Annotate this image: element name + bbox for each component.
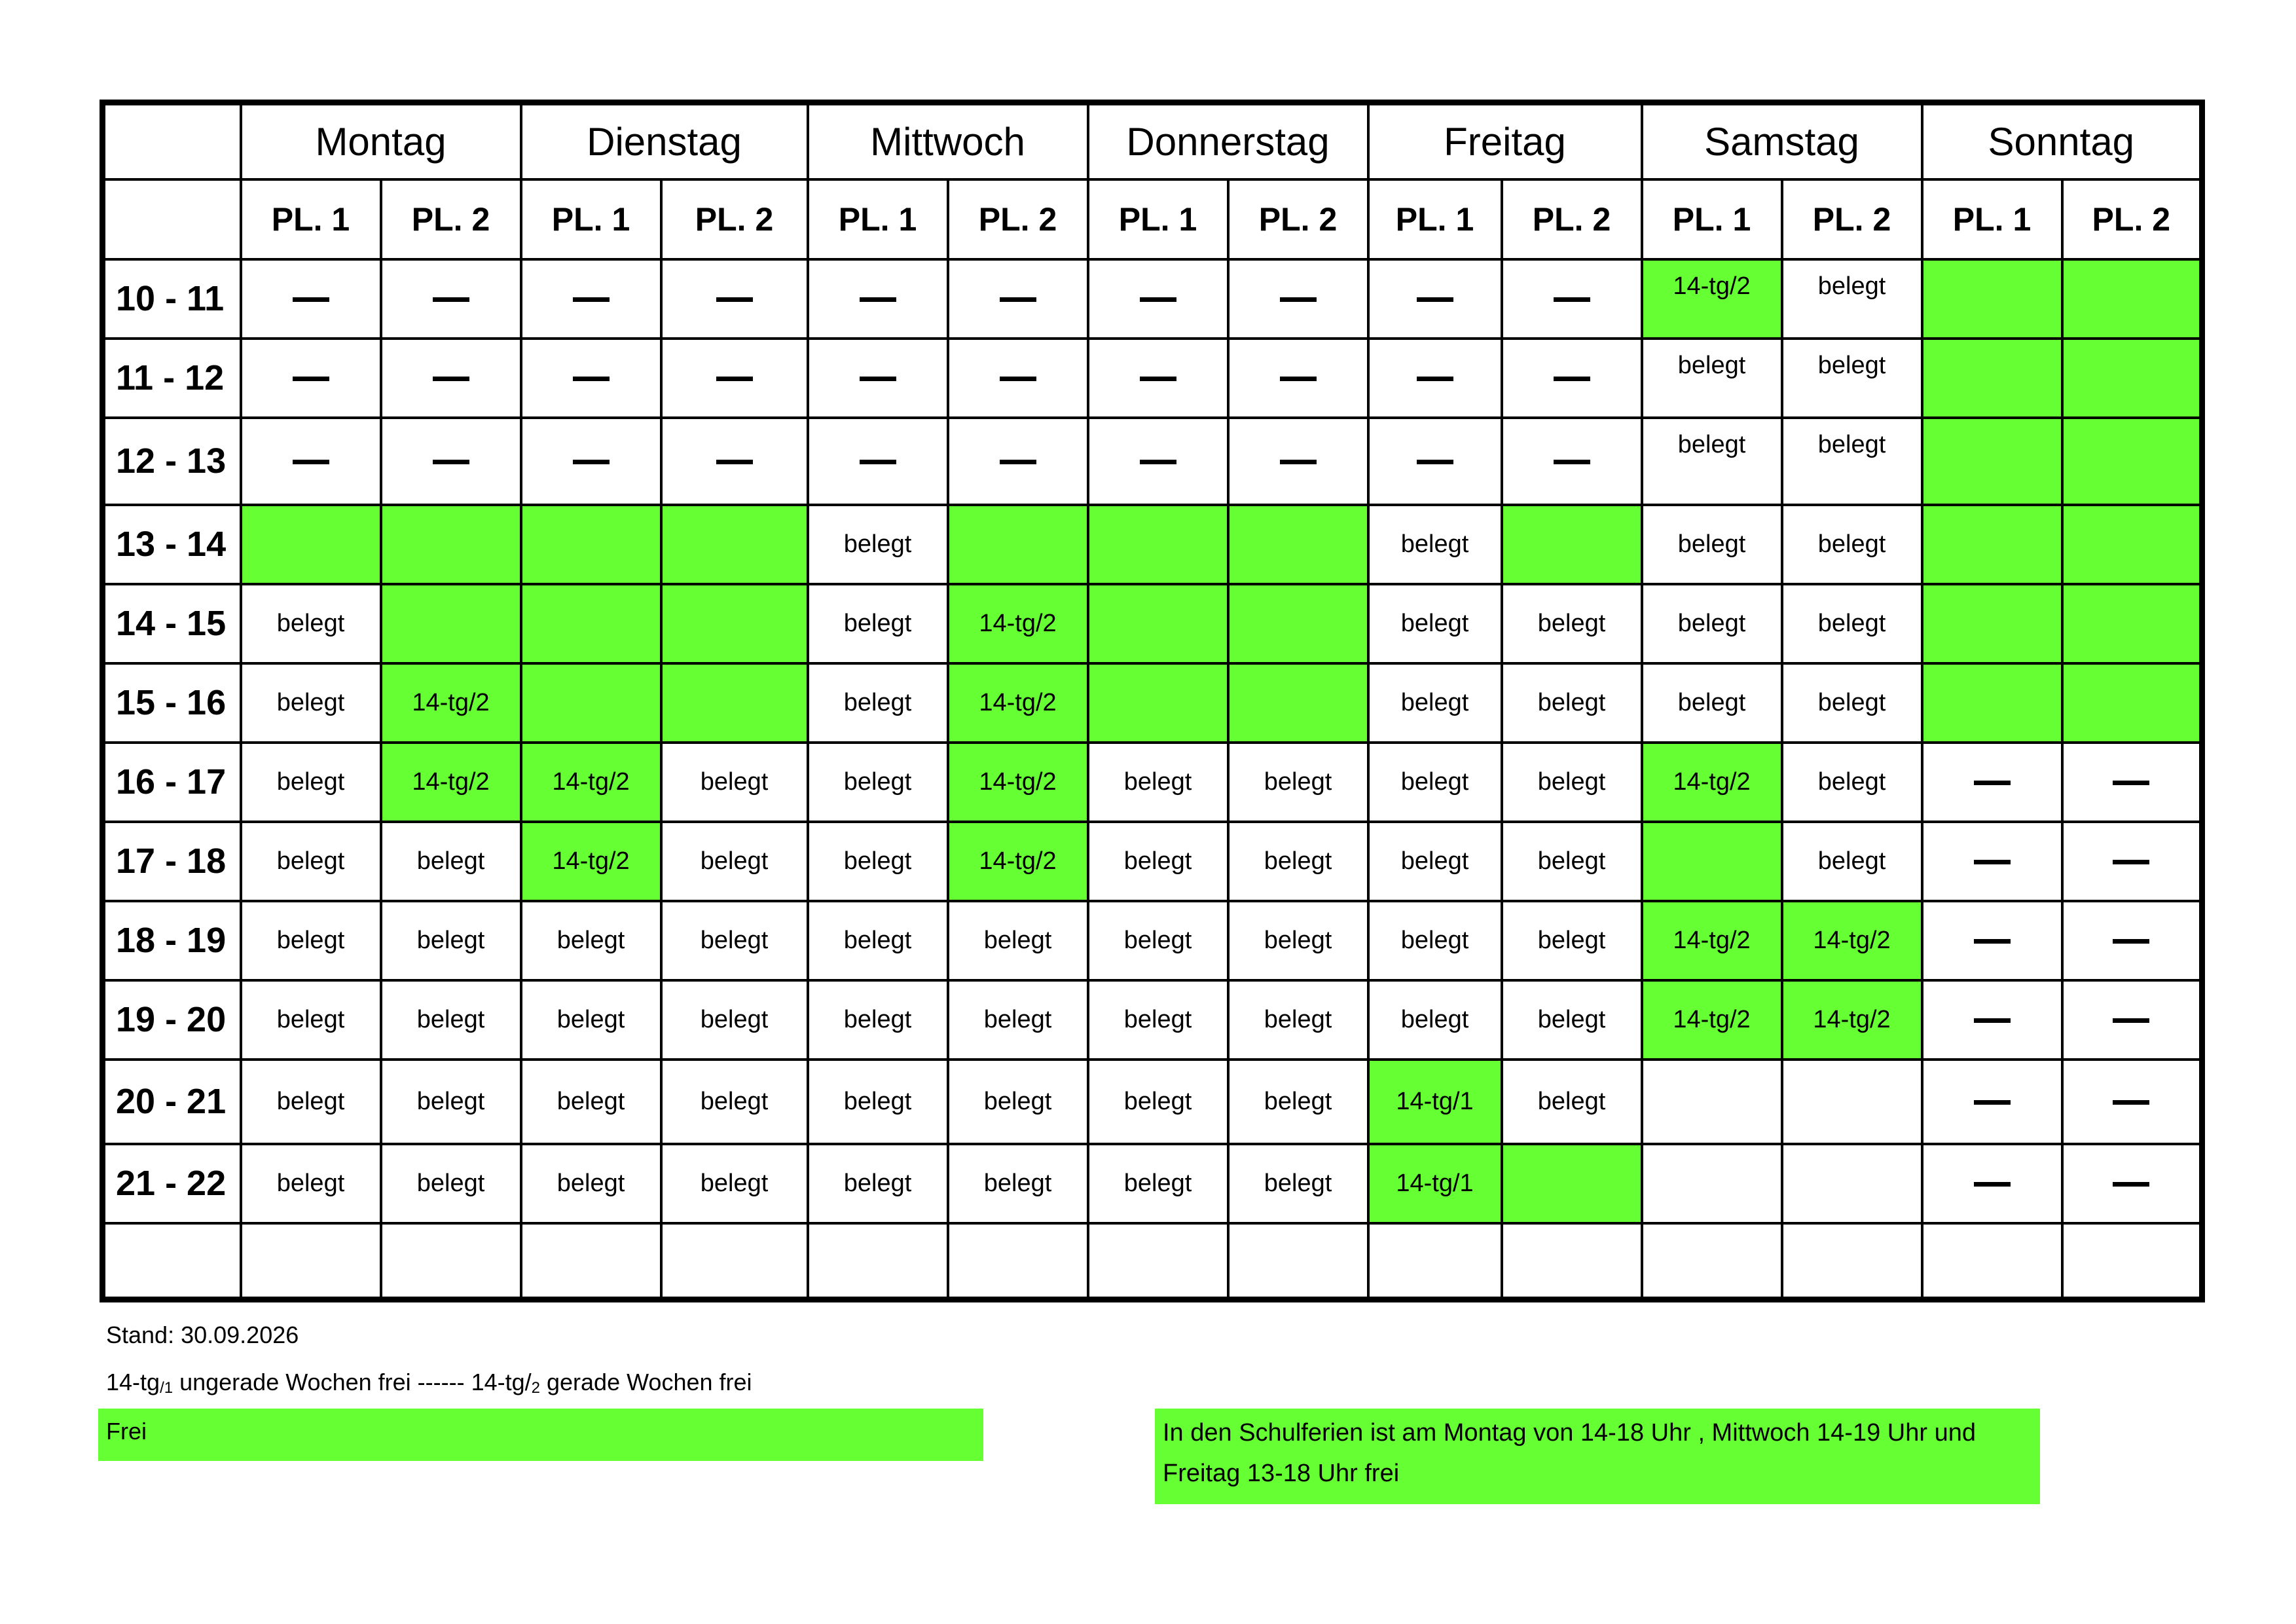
court-header-freitag-2: PL. 2 — [1502, 179, 1642, 259]
court-slot-cell — [2062, 1223, 2202, 1300]
court-slot-cell — [1922, 339, 2062, 418]
court-slot-cell — [1228, 259, 1368, 339]
not-available-dash — [433, 377, 469, 381]
court-header-dienstag-1: PL. 1 — [521, 179, 661, 259]
not-available-dash — [860, 460, 896, 464]
court-slot-cell — [808, 339, 948, 418]
court-header-sonntag-1: PL. 1 — [1922, 179, 2062, 259]
court-slot-cell — [1228, 584, 1368, 663]
court-slot-cell — [2062, 584, 2202, 663]
court-slot-cell: belegt — [521, 1060, 661, 1144]
court-slot-cell: belegt — [1782, 822, 1922, 901]
court-slot-cell: belegt — [808, 1060, 948, 1144]
holidays-note-box — [1155, 1409, 2040, 1504]
court-slot-cell: belegt — [808, 663, 948, 743]
time-slot-row — [103, 743, 2202, 822]
time-slot-row — [103, 1060, 2202, 1144]
court-slot-cell — [1782, 1144, 1922, 1223]
court-slot-cell: belegt — [1228, 1060, 1368, 1144]
court-slot-cell — [948, 505, 1088, 584]
not-available-dash — [860, 377, 896, 381]
not-available-dash — [716, 297, 753, 302]
not-available-dash — [2113, 860, 2149, 864]
court-slot-cell — [521, 259, 661, 339]
not-available-dash — [293, 460, 329, 464]
day-header-friday: Freitag — [1368, 103, 1642, 179]
court-slot-cell: belegt — [1782, 743, 1922, 822]
court-slot-cell — [1922, 980, 2062, 1060]
not-available-dash — [1000, 297, 1036, 302]
court-slot-cell — [1922, 663, 2062, 743]
court-header-montag-2: PL. 2 — [381, 179, 521, 259]
court-slot-cell: belegt — [808, 1144, 948, 1223]
court-slot-cell — [521, 584, 661, 663]
court-slot-cell — [521, 505, 661, 584]
court-slot-cell: belegt — [521, 901, 661, 980]
court-slot-cell: 14-tg/2 — [521, 822, 661, 901]
not-available-dash — [1417, 460, 1453, 464]
court-slot-cell: 14-tg/2 — [948, 822, 1088, 901]
day-header-monday: Montag — [241, 103, 521, 179]
time-label: 20 - 21 — [103, 1060, 241, 1144]
court-slot-cell: belegt — [1642, 505, 1782, 584]
court-slot-cell: belegt — [1782, 663, 1922, 743]
court-slot-cell: 14-tg/2 — [1642, 743, 1782, 822]
court-slot-cell: belegt — [661, 1144, 808, 1223]
court-slot-cell: belegt — [1368, 505, 1502, 584]
time-label: 19 - 20 — [103, 980, 241, 1060]
court-header-montag-1: PL. 1 — [241, 179, 381, 259]
court-slot-cell: belegt — [1782, 584, 1922, 663]
not-available-dash — [1280, 297, 1317, 302]
court-slot-cell: belegt — [661, 901, 808, 980]
court-slot-cell: belegt — [1228, 743, 1368, 822]
court-slot-cell: belegt — [808, 980, 948, 1060]
court-slot-cell — [1368, 339, 1502, 418]
court-slot-cell: 14-tg/2 — [1782, 980, 1922, 1060]
legend-biweekly — [106, 1369, 752, 1397]
day-header-tuesday: Dienstag — [521, 103, 808, 179]
court-slot-cell: belegt — [1782, 418, 1922, 505]
court-header-dienstag-2: PL. 2 — [661, 179, 808, 259]
court-slot-cell — [948, 418, 1088, 505]
court-slot-cell: belegt — [1368, 901, 1502, 980]
not-available-dash — [1554, 377, 1590, 381]
court-slot-cell: belegt — [1088, 1060, 1228, 1144]
court-slot-cell — [1642, 1144, 1782, 1223]
time-slot-row — [103, 901, 2202, 980]
not-available-dash — [1974, 939, 2011, 944]
not-available-dash — [433, 460, 469, 464]
court-slot-cell — [1922, 1144, 2062, 1223]
court-slot-cell — [661, 418, 808, 505]
court-slot-cell — [1502, 418, 1642, 505]
time-slot-row — [103, 339, 2202, 418]
court-slot-cell: belegt — [948, 901, 1088, 980]
court-slot-cell — [1922, 1223, 2062, 1300]
not-available-dash — [573, 377, 610, 381]
court-slot-cell: 14-tg/1 — [1368, 1060, 1502, 1144]
court-slot-cell — [948, 339, 1088, 418]
court-slot-cell: belegt — [1642, 339, 1782, 418]
not-available-dash — [573, 297, 610, 302]
court-slot-cell: belegt — [808, 505, 948, 584]
court-slot-cell — [1088, 418, 1228, 505]
not-available-dash — [1280, 377, 1317, 381]
court-slot-cell — [241, 339, 381, 418]
court-header-donnerstag-2: PL. 2 — [1228, 179, 1368, 259]
court-slot-cell — [1088, 339, 1228, 418]
court-slot-cell — [2062, 663, 2202, 743]
court-header-samstag-2: PL. 2 — [1782, 179, 1922, 259]
court-slot-cell: belegt — [1502, 663, 1642, 743]
time-label — [103, 1223, 241, 1300]
not-available-dash — [293, 297, 329, 302]
court-slot-cell — [808, 418, 948, 505]
court-slot-cell — [521, 1223, 661, 1300]
court-slot-cell — [521, 663, 661, 743]
schedule-body — [103, 259, 2202, 1300]
court-slot-cell — [1502, 1144, 1642, 1223]
court-corner-cell — [103, 179, 241, 259]
court-slot-cell: belegt — [1228, 901, 1368, 980]
court-slot-cell: belegt — [1502, 822, 1642, 901]
court-slot-cell: 14-tg/2 — [381, 743, 521, 822]
court-slot-cell: belegt — [241, 743, 381, 822]
not-available-dash — [1554, 297, 1590, 302]
court-slot-cell: belegt — [241, 1060, 381, 1144]
court-slot-cell — [2062, 901, 2202, 980]
court-header-row — [103, 179, 2202, 259]
court-slot-cell — [1922, 259, 2062, 339]
court-slot-cell — [1782, 1060, 1922, 1144]
court-slot-cell — [661, 663, 808, 743]
court-slot-cell — [1782, 1223, 1922, 1300]
legend-free-box — [98, 1409, 983, 1461]
court-slot-cell: belegt — [1502, 901, 1642, 980]
court-slot-cell: belegt — [1502, 584, 1642, 663]
not-available-dash — [1554, 460, 1590, 464]
court-slot-cell — [1922, 584, 2062, 663]
court-slot-cell — [1228, 1223, 1368, 1300]
court-slot-cell — [1642, 822, 1782, 901]
day-header-row — [103, 103, 2202, 179]
court-slot-cell: belegt — [1368, 584, 1502, 663]
court-slot-cell: belegt — [808, 822, 948, 901]
holidays-note: In den Schulferien ist am Montag von 14-18 Uhr , Mittwoch 14-19 Uhr und Freitag 13-18 Uhr frei — [1163, 1419, 1976, 1487]
not-available-dash — [1974, 781, 2011, 785]
court-slot-cell — [1922, 505, 2062, 584]
day-header-saturday: Samstag — [1642, 103, 1922, 179]
court-slot-cell: belegt — [1502, 743, 1642, 822]
court-slot-cell — [1922, 418, 2062, 505]
court-slot-cell: belegt — [808, 901, 948, 980]
court-slot-cell: belegt — [1228, 822, 1368, 901]
time-label: 15 - 16 — [103, 663, 241, 743]
court-slot-cell — [2062, 339, 2202, 418]
court-slot-cell: belegt — [1642, 584, 1782, 663]
court-slot-cell — [1922, 901, 2062, 980]
court-slot-cell — [381, 339, 521, 418]
court-slot-cell: 14-tg/1 — [1368, 1144, 1502, 1223]
court-slot-cell — [381, 259, 521, 339]
court-slot-cell — [2062, 259, 2202, 339]
court-slot-cell: belegt — [1368, 743, 1502, 822]
court-slot-cell — [1088, 505, 1228, 584]
time-slot-row — [103, 584, 2202, 663]
court-slot-cell: 14-tg/2 — [948, 743, 1088, 822]
court-slot-cell — [2062, 743, 2202, 822]
court-slot-cell: belegt — [1088, 901, 1228, 980]
court-slot-cell: belegt — [1228, 980, 1368, 1060]
court-slot-cell: belegt — [1368, 980, 1502, 1060]
court-slot-cell: belegt — [948, 980, 1088, 1060]
court-slot-cell — [1088, 1223, 1228, 1300]
court-slot-cell — [1088, 259, 1228, 339]
court-slot-cell: belegt — [381, 980, 521, 1060]
court-slot-cell: 14-tg/2 — [1642, 259, 1782, 339]
court-slot-cell — [1368, 1223, 1502, 1300]
court-slot-cell — [661, 259, 808, 339]
court-slot-cell — [521, 339, 661, 418]
court-slot-cell: belegt — [661, 980, 808, 1060]
court-slot-cell — [1502, 339, 1642, 418]
court-slot-cell — [521, 418, 661, 505]
court-slot-cell: belegt — [381, 822, 521, 901]
court-slot-cell — [241, 505, 381, 584]
court-slot-cell — [661, 1223, 808, 1300]
court-slot-cell: belegt — [1088, 1144, 1228, 1223]
court-slot-cell: belegt — [1782, 505, 1922, 584]
court-slot-cell — [1088, 584, 1228, 663]
court-slot-cell — [2062, 418, 2202, 505]
court-slot-cell — [2062, 1060, 2202, 1144]
court-slot-cell — [1228, 663, 1368, 743]
court-slot-cell: belegt — [381, 1060, 521, 1144]
court-slot-cell: belegt — [381, 1144, 521, 1223]
court-slot-cell: belegt — [1782, 339, 1922, 418]
court-slot-cell — [948, 259, 1088, 339]
court-header-sonntag-2: PL. 2 — [2062, 179, 2202, 259]
court-slot-cell: belegt — [241, 584, 381, 663]
court-slot-cell: 14-tg/2 — [1782, 901, 1922, 980]
court-slot-cell: belegt — [948, 1144, 1088, 1223]
not-available-dash — [1140, 297, 1176, 302]
not-available-dash — [2113, 1182, 2149, 1187]
court-slot-cell — [381, 584, 521, 663]
court-slot-cell: belegt — [1088, 822, 1228, 901]
time-label: 21 - 22 — [103, 1144, 241, 1223]
court-slot-cell — [1368, 418, 1502, 505]
legend-text-a: ungerade Wochen frei ------ 14-tg/ — [173, 1369, 532, 1395]
court-slot-cell — [1502, 505, 1642, 584]
court-header-samstag-1: PL. 1 — [1642, 179, 1782, 259]
court-slot-cell: belegt — [241, 1144, 381, 1223]
not-available-dash — [2113, 1100, 2149, 1105]
court-slot-cell — [808, 1223, 948, 1300]
legend-sub-1: /1 — [160, 1379, 173, 1397]
time-label: 14 - 15 — [103, 584, 241, 663]
court-slot-cell: belegt — [381, 901, 521, 980]
court-slot-cell — [1922, 822, 2062, 901]
court-slot-cell: belegt — [241, 980, 381, 1060]
court-slot-cell — [1228, 505, 1368, 584]
not-available-dash — [1974, 1182, 2011, 1187]
court-slot-cell: 14-tg/2 — [381, 663, 521, 743]
court-slot-cell: belegt — [1502, 1060, 1642, 1144]
time-label: 13 - 14 — [103, 505, 241, 584]
legend-text-b: gerade Wochen frei — [540, 1369, 752, 1395]
not-available-dash — [2113, 781, 2149, 785]
court-slot-cell: belegt — [1502, 980, 1642, 1060]
court-slot-cell — [1922, 1060, 2062, 1144]
court-slot-cell — [1502, 259, 1642, 339]
not-available-dash — [1974, 1100, 2011, 1105]
court-slot-cell: belegt — [1228, 1144, 1368, 1223]
court-slot-cell — [1228, 339, 1368, 418]
legend-free-label: Frei — [106, 1418, 147, 1445]
not-available-dash — [1140, 377, 1176, 381]
court-slot-cell: belegt — [1368, 822, 1502, 901]
time-slot-row — [103, 663, 2202, 743]
time-slot-row — [103, 980, 2202, 1060]
time-label: 16 - 17 — [103, 743, 241, 822]
court-slot-cell: belegt — [661, 822, 808, 901]
not-available-dash — [1140, 460, 1176, 464]
court-slot-cell: belegt — [808, 743, 948, 822]
court-slot-cell: belegt — [1642, 663, 1782, 743]
time-slot-row — [103, 418, 2202, 505]
not-available-dash — [433, 297, 469, 302]
court-slot-cell: belegt — [948, 1060, 1088, 1144]
court-slot-cell — [1368, 259, 1502, 339]
not-available-dash — [1000, 460, 1036, 464]
time-slot-row — [103, 259, 2202, 339]
not-available-dash — [2113, 1018, 2149, 1023]
court-slot-cell — [241, 259, 381, 339]
court-slot-cell — [1502, 1223, 1642, 1300]
court-slot-cell — [948, 1223, 1088, 1300]
not-available-dash — [716, 460, 753, 464]
day-header-thursday: Donnerstag — [1088, 103, 1368, 179]
court-header-mittwoch-2: PL. 2 — [948, 179, 1088, 259]
time-label: 17 - 18 — [103, 822, 241, 901]
court-slot-cell — [1642, 1223, 1782, 1300]
time-label: 12 - 13 — [103, 418, 241, 505]
court-slot-cell: 14-tg/2 — [1642, 901, 1782, 980]
court-header-mittwoch-1: PL. 1 — [808, 179, 948, 259]
time-slot-row — [103, 1223, 2202, 1300]
court-slot-cell: belegt — [241, 822, 381, 901]
court-slot-cell — [661, 505, 808, 584]
court-slot-cell — [1088, 663, 1228, 743]
not-available-dash — [1974, 1018, 2011, 1023]
court-slot-cell: belegt — [241, 663, 381, 743]
legend-prefix: 14-tg — [106, 1369, 160, 1395]
court-slot-cell: 14-tg/2 — [521, 743, 661, 822]
time-label: 18 - 19 — [103, 901, 241, 980]
court-slot-cell: belegt — [1782, 259, 1922, 339]
court-slot-cell — [2062, 505, 2202, 584]
corner-cell — [103, 103, 241, 179]
not-available-dash — [573, 460, 610, 464]
time-label: 10 - 11 — [103, 259, 241, 339]
legend-sub-2: 2 — [531, 1379, 540, 1397]
court-slot-cell: belegt — [661, 743, 808, 822]
court-slot-cell: belegt — [1368, 663, 1502, 743]
time-slot-row — [103, 822, 2202, 901]
court-slot-cell — [381, 1223, 521, 1300]
court-slot-cell: belegt — [808, 584, 948, 663]
time-label: 11 - 12 — [103, 339, 241, 418]
court-slot-cell: 14-tg/2 — [948, 584, 1088, 663]
not-available-dash — [1000, 377, 1036, 381]
court-slot-cell — [661, 584, 808, 663]
stand-date: Stand: 30.09.2026 — [106, 1321, 299, 1348]
court-header-freitag-1: PL. 1 — [1368, 179, 1502, 259]
court-slot-cell — [2062, 1144, 2202, 1223]
court-slot-cell — [381, 418, 521, 505]
court-slot-cell — [241, 1223, 381, 1300]
court-header-donnerstag-1: PL. 1 — [1088, 179, 1228, 259]
court-slot-cell: belegt — [241, 901, 381, 980]
court-slot-cell: belegt — [1642, 418, 1782, 505]
court-slot-cell: belegt — [1088, 980, 1228, 1060]
court-slot-cell: belegt — [521, 1144, 661, 1223]
court-slot-cell: belegt — [1088, 743, 1228, 822]
court-slot-cell — [1228, 418, 1368, 505]
court-slot-cell: belegt — [661, 1060, 808, 1144]
not-available-dash — [293, 377, 329, 381]
day-header-sunday: Sonntag — [1922, 103, 2202, 179]
court-slot-cell: 14-tg/2 — [948, 663, 1088, 743]
court-slot-cell: belegt — [521, 980, 661, 1060]
not-available-dash — [860, 297, 896, 302]
schedule-table — [100, 100, 2205, 1302]
court-slot-cell — [661, 339, 808, 418]
not-available-dash — [1417, 297, 1453, 302]
court-slot-cell — [2062, 822, 2202, 901]
day-header-wednesday: Mittwoch — [808, 103, 1088, 179]
court-slot-cell — [2062, 980, 2202, 1060]
court-slot-cell — [381, 505, 521, 584]
court-slot-cell — [1922, 743, 2062, 822]
court-slot-cell — [1642, 1060, 1782, 1144]
court-slot-cell — [808, 259, 948, 339]
court-slot-cell: 14-tg/2 — [1642, 980, 1782, 1060]
not-available-dash — [1417, 377, 1453, 381]
not-available-dash — [716, 377, 753, 381]
not-available-dash — [2113, 939, 2149, 944]
time-slot-row — [103, 505, 2202, 584]
not-available-dash — [1280, 460, 1317, 464]
court-slot-cell — [241, 418, 381, 505]
time-slot-row — [103, 1144, 2202, 1223]
not-available-dash — [1974, 860, 2011, 864]
